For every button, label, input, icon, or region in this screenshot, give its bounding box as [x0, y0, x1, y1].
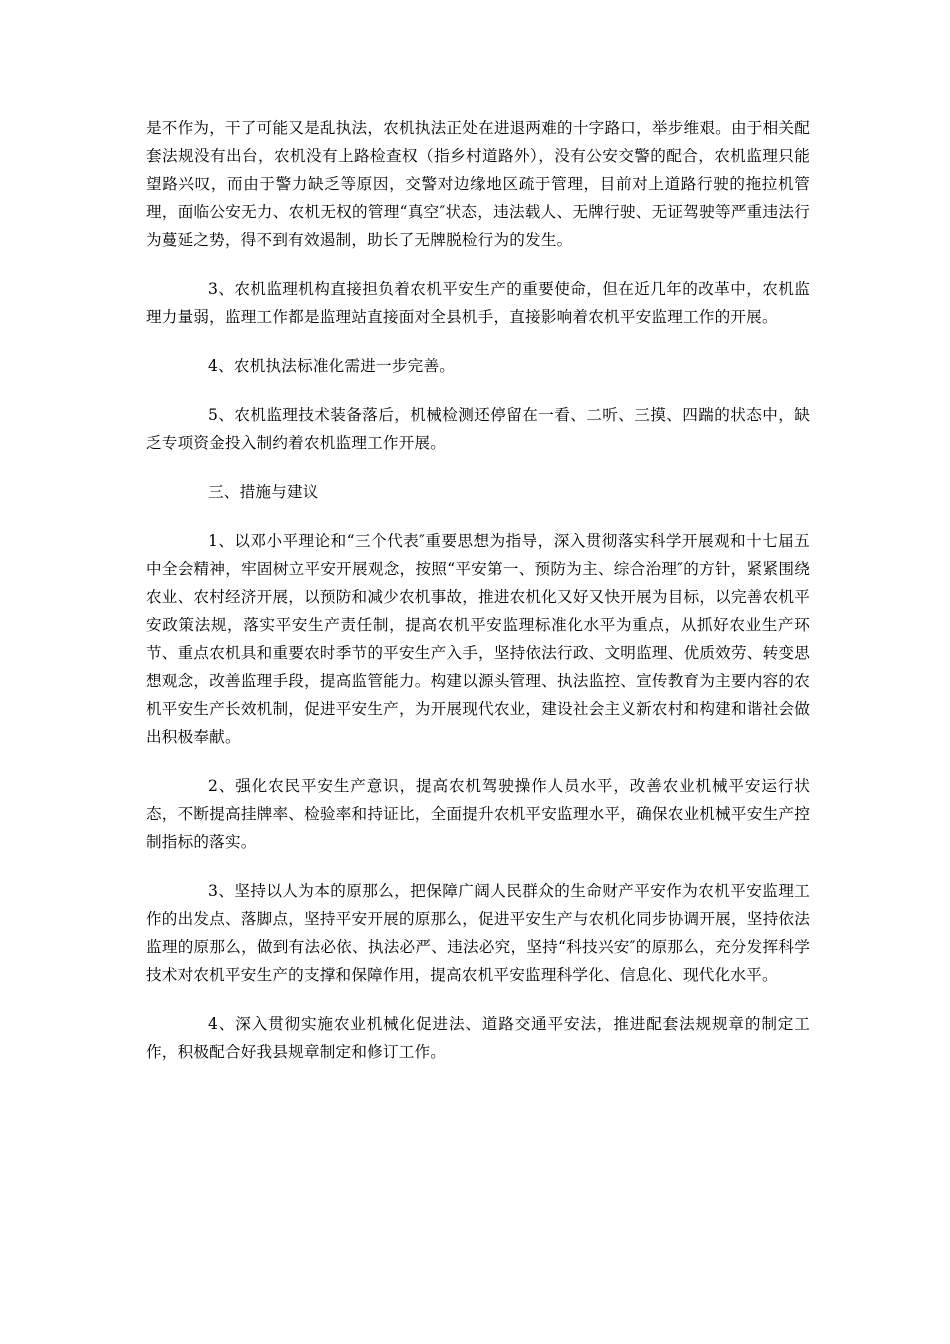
document-body: [146, 114, 810, 1087]
paragraph-measure-2: 2、强化农民平安生产意识，提高农机驾驶操作人员水平，改善农业机械平安运行状态，不断提高挂牌率、检验率和持证比，全面提升农机平安监理水平，确保农业机械平安生产控制指标的落实。: [146, 777, 810, 851]
paragraph-measure-1: 1、以邓小平理论和“三个代表″重要思想为指导，深入贯彻落实科学开展观和十七届五中全会精神，牢固树立平安开展观念，按照“平安第一、预防为主、综合治理″的方针，紧紧围绕农业、农村经济开展，以预防和减少农机事故，推进农机化又好又快开展为目标，以完善农机平安政策法规，落实平安生产责任制，提高农机平安监理标准化水平为重点，从抓好农业生产环节、重点农机具和重要农时季节的平安生产入手，坚持依法行政、文明监理、优质效劳、转变思想观念，改善监理手段，提高监管能力。构建以源头管理、执法监控、宣传教育为主要内容的农机平安生产长效机制，促进平安生产，为开展现代农业，建设社会主义新农村和构建和谐社会做出积极奉献。: [146, 532, 810, 746]
paragraph-measure-4: 4、深入贯彻实施农业机械化促进法、道路交通平安法，推进配套法规规章的制定工作，积极配合好我县规章制定和修订工作。: [146, 1015, 810, 1061]
section-heading-measures: 三、措施与建议: [208, 483, 319, 501]
paragraph-item-3: 3、农机监理机构直接担负着农机平安生产的重要使命，但在近几年的改革中，农机监理力量弱，监理工作都是监理站直接面对全县机手，直接影响着农机平安监理工作的开展。: [146, 280, 810, 326]
paragraph-measure-3: 3、坚持以人为本的原那么，把保障广阔人民群众的生命财产平安作为农机平安监理工作的出发点、落脚点，坚持平安开展的原那么，促进平安生产与农机化同步协调开展，坚持依法监理的原那么，做到有法必依、执法必严、违法必究，坚持“科技兴安″的原那么，充分发挥科学技术对农机平安生产的支撑和保障作用，提高农机平安监理科学化、信息化、现代化水平。: [146, 882, 810, 984]
paragraph-item-5: 5、农机监理技术装备落后，机械检测还停留在一看、二听、三摸、四踹的状态中，缺乏专项资金投入制约着农机监理工作开展。: [146, 406, 810, 452]
paragraph-continuation: 是不作为，干了可能又是乱执法，农机执法正处在进退两难的十字路口，举步维艰。由于相关配套法规没有出台，农机没有上路检查权（指乡村道路外），没有公安交警的配合，农机监理只能望路兴叹，而由于警力缺乏等原因，交警对边缘地区疏于管理，目前对上道路行驶的拖拉机管理，面临公安无力、农机无权的管理“真空″状态，违法载人、无牌行驶、无证驾驶等严重违法行为蔓延之势，得不到有效遏制，助长了无牌脱检行为的发生。: [146, 119, 810, 249]
paragraph-item-4: 4、农机执法标准化需进一步完善。: [208, 357, 456, 375]
